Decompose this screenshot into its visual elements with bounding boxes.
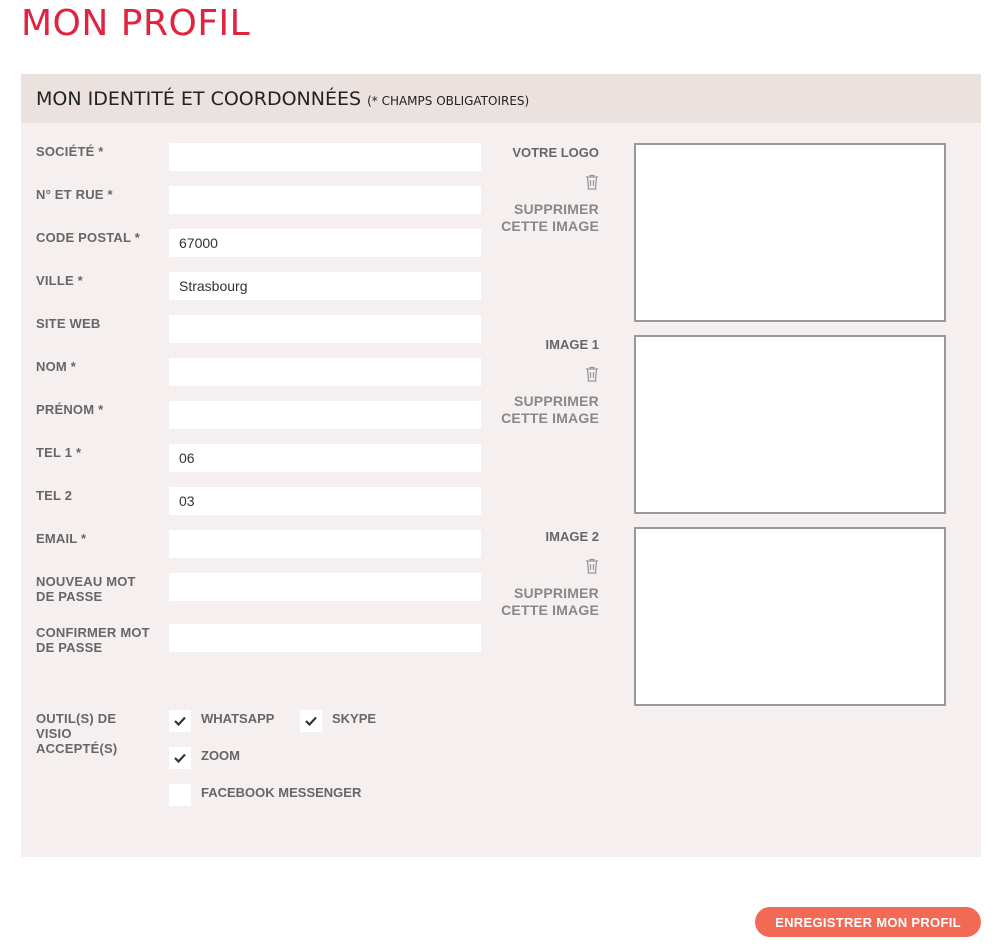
city-input[interactable]: [169, 272, 481, 300]
image1-box[interactable]: [634, 335, 946, 514]
trash-icon[interactable]: [585, 174, 599, 190]
phone2-input[interactable]: [169, 487, 481, 515]
confirm-password-input[interactable]: [169, 624, 481, 652]
logo-image-box[interactable]: [634, 143, 946, 322]
delete-image2-link[interactable]: [489, 585, 599, 619]
label-new-password: NOUVEAU MOT DE PASSE: [36, 574, 136, 604]
street-input[interactable]: [169, 186, 481, 214]
section-header: [21, 74, 981, 123]
trash-icon[interactable]: [585, 366, 599, 382]
page-title: MON PROFIL: [21, 3, 251, 44]
section-title: [36, 88, 529, 110]
postal-code-input[interactable]: [169, 229, 481, 257]
label-rue: N° ET RUE *: [36, 187, 113, 202]
skype-label: SKYPE: [332, 711, 377, 726]
trash-icon[interactable]: [585, 558, 599, 574]
label-code-postal: CODE POSTAL *: [36, 230, 140, 245]
zoom-label: ZOOM: [201, 748, 240, 763]
email-input[interactable]: [169, 530, 481, 558]
label-confirm-password: CONFIRMER MOT DE PASSE: [36, 625, 150, 655]
required-fields-note: (* CHAMPS OBLIGATOIRES): [367, 94, 530, 108]
phone1-input[interactable]: [169, 444, 481, 472]
first-name-input[interactable]: [169, 401, 481, 429]
zoom-checkbox[interactable]: [169, 747, 191, 769]
checkmark-icon: [174, 753, 186, 763]
delete-image1-text: SUPPRIMER CETTE IMAGE: [501, 393, 599, 426]
logo-label: VOTRE LOGO: [512, 145, 599, 160]
delete-image1-link[interactable]: [489, 393, 599, 427]
facebook-messenger-label: FACEBOOK MESSENGER: [201, 785, 362, 800]
visio-label: OUTIL(S) DE VISIO ACCEPTÉ(S): [36, 711, 118, 756]
image2-box[interactable]: [634, 527, 946, 706]
facebook-messenger-checkbox[interactable]: [169, 784, 191, 806]
label-tel2: TEL 2: [36, 488, 73, 503]
website-input[interactable]: [169, 315, 481, 343]
last-name-input[interactable]: [169, 358, 481, 386]
delete-image2-text: SUPPRIMER CETTE IMAGE: [501, 585, 599, 618]
label-ville: VILLE *: [36, 273, 83, 288]
label-site-web: SITE WEB: [36, 316, 101, 331]
whatsapp-label: WHATSAPP: [201, 711, 275, 726]
delete-logo-text: SUPPRIMER CETTE IMAGE: [501, 201, 599, 234]
label-nom: NOM *: [36, 359, 76, 374]
skype-checkbox[interactable]: [300, 710, 322, 732]
label-societe: SOCIÉTÉ *: [36, 144, 104, 159]
societe-input[interactable]: [169, 143, 481, 171]
section-title-text: MON IDENTITÉ ET COORDONNÉES: [36, 88, 362, 110]
delete-logo-link[interactable]: [489, 201, 599, 235]
label-email: EMAIL *: [36, 531, 87, 546]
image1-label: IMAGE 1: [545, 337, 599, 352]
new-password-input[interactable]: [169, 573, 481, 601]
save-profile-button[interactable]: ENREGISTRER MON PROFIL: [755, 907, 981, 937]
whatsapp-checkbox[interactable]: [169, 710, 191, 732]
label-prenom: PRÉNOM *: [36, 402, 104, 417]
checkmark-icon: [174, 716, 186, 726]
checkmark-icon: [305, 716, 317, 726]
image2-label: IMAGE 2: [545, 529, 599, 544]
label-tel1: TEL 1 *: [36, 445, 82, 460]
profile-form-panel: [21, 74, 981, 857]
